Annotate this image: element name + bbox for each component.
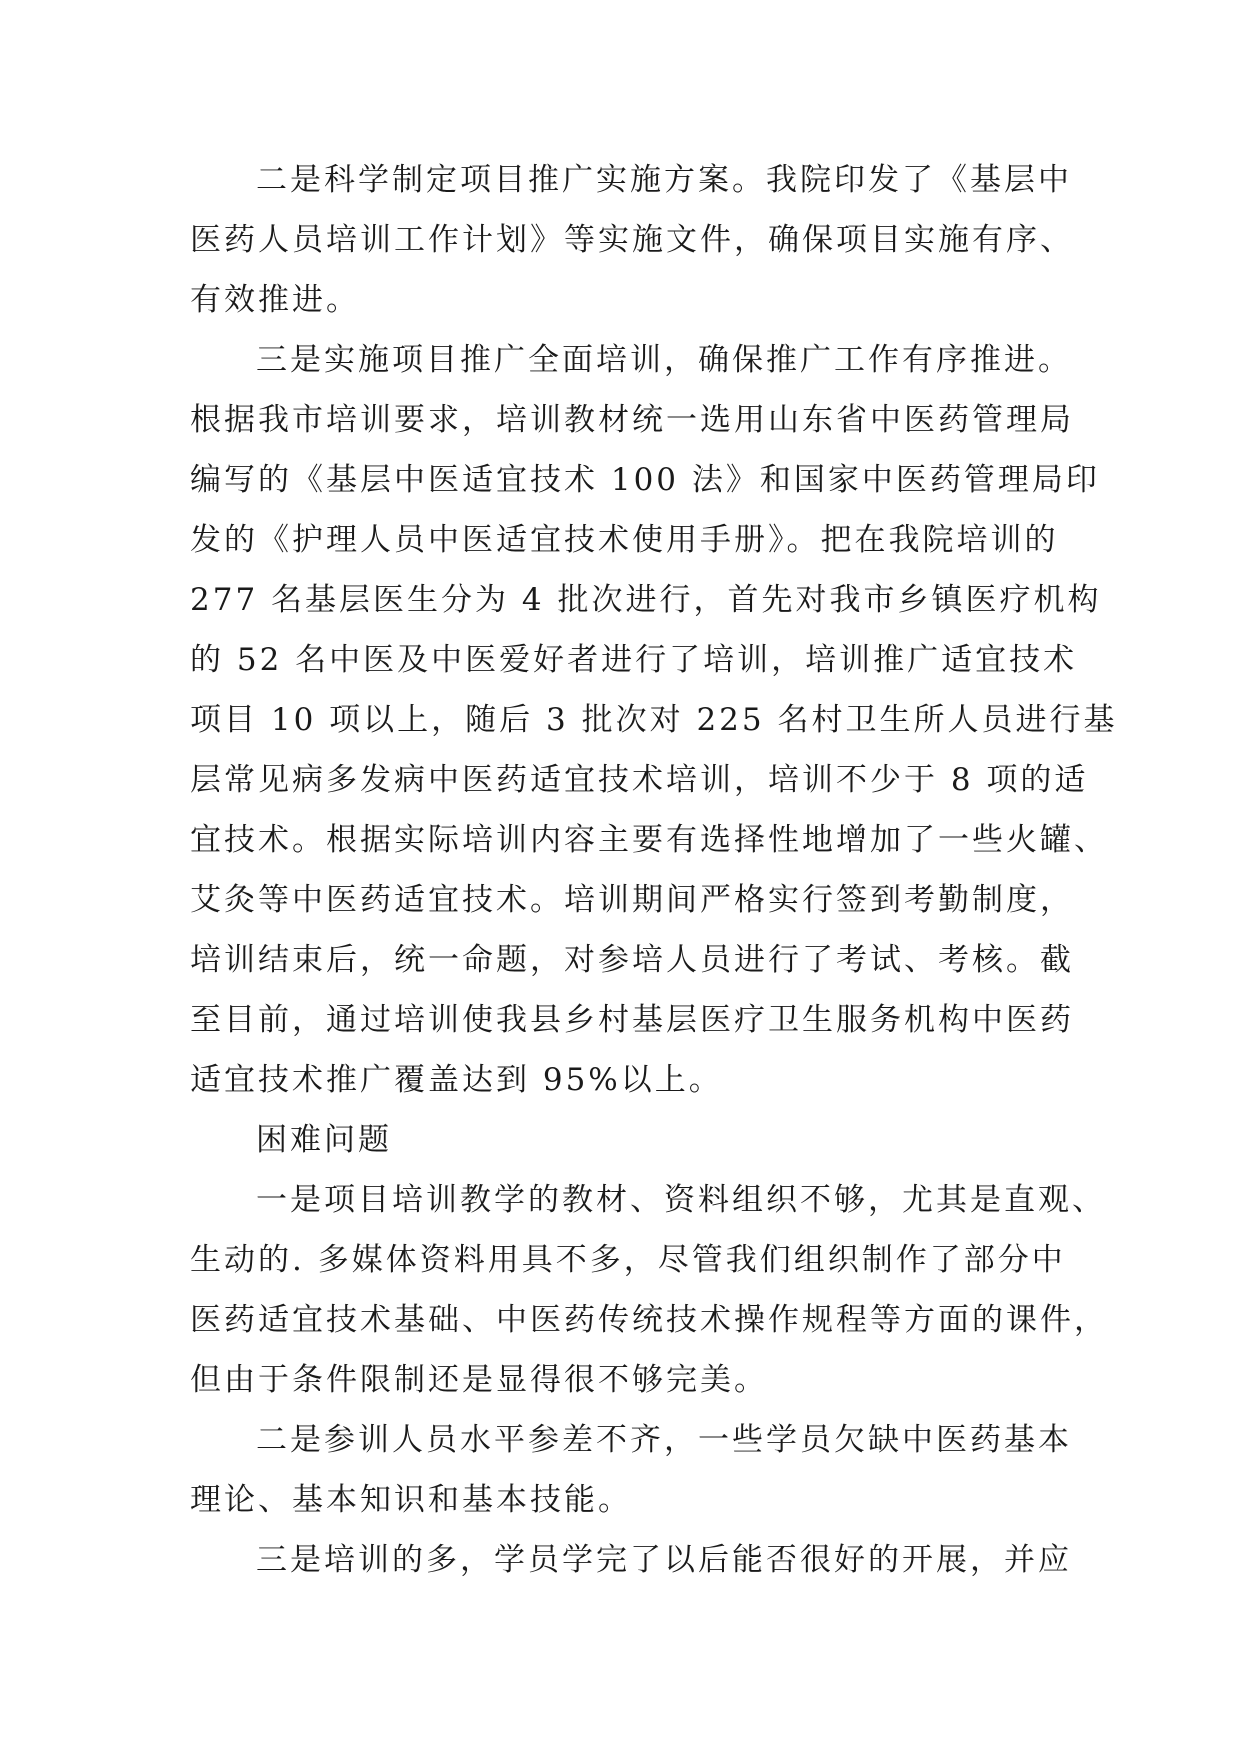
text-line: 艾灸等中医药适宜技术。培训期间严格实行签到考勤制度， (190, 882, 1074, 918)
text-line: 适宜技术推广覆盖达到 95%以上。 (190, 1062, 723, 1098)
text-line: 三是实施项目推广全面培训，确保推广工作有序推进。 (256, 342, 1072, 378)
text-line: 277 名基层医生分为 4 批次进行，首先对我市乡镇医疗机构 (190, 582, 1102, 618)
text-line: 生动的. 多媒体资料用具不多，尽管我们组织制作了部分中 (190, 1242, 1066, 1278)
text-line: 但由于条件限制还是显得很不够完美。 (190, 1362, 768, 1398)
text-line: 三是培训的多，学员学完了以后能否很好的开展，并应 (256, 1542, 1072, 1578)
text-line: 一是项目培训教学的教材、资料组织不够，尤其是直观、 (256, 1182, 1106, 1218)
paragraph-implementation-plan (190, 150, 1074, 330)
text-line: 二是参训人员水平参差不齐，一些学员欠缺中医药基本 (256, 1422, 1072, 1458)
paragraph-trainee-level (190, 1410, 1072, 1530)
text-line: 至目前，通过培训使我县乡村基层医疗卫生服务机构中医药 (190, 1002, 1074, 1038)
text-line: 根据我市培训要求，培训教材统一选用山东省中医药管理局 (190, 402, 1074, 438)
section-heading: 困难问题 (256, 1122, 392, 1158)
paragraph-training (190, 330, 1118, 1110)
section-heading-difficulties (190, 1110, 1050, 1170)
text-line: 二是科学制定项目推广实施方案。我院印发了《基层中 (256, 162, 1072, 198)
text-line: 编写的《基层中医适宜技术 100 法》和国家中医药管理局印 (190, 462, 1100, 498)
text-line: 宜技术。根据实际培训内容主要有选择性地增加了一些火罐、 (190, 822, 1108, 858)
text-line: 理论、基本知识和基本技能。 (190, 1482, 632, 1518)
text-line: 有效推进。 (190, 282, 360, 318)
text-line: 医药适宜技术基础、中医药传统技术操作规程等方面的课件， (190, 1302, 1108, 1338)
text-line: 项目 10 项以上，随后 3 批次对 225 名村卫生所人员进行基 (190, 702, 1118, 738)
text-line: 的 52 名中医及中医爱好者进行了培训，培训推广适宜技术 (190, 642, 1078, 678)
text-line: 培训结束后，统一命题，对参培人员进行了考试、考核。截 (190, 942, 1074, 978)
paragraph-followup (190, 1530, 1072, 1590)
text-line: 医药人员培训工作计划》等实施文件，确保项目实施有序、 (190, 222, 1074, 258)
paragraph-materials (190, 1170, 1108, 1410)
text-line: 发的《护理人员中医适宜技术使用手册》。把在我院培训的 (190, 522, 1059, 558)
document-body (190, 150, 1118, 1590)
text-line: 层常见病多发病中医药适宜技术培训，培训不少于 8 项的适 (190, 762, 1089, 798)
